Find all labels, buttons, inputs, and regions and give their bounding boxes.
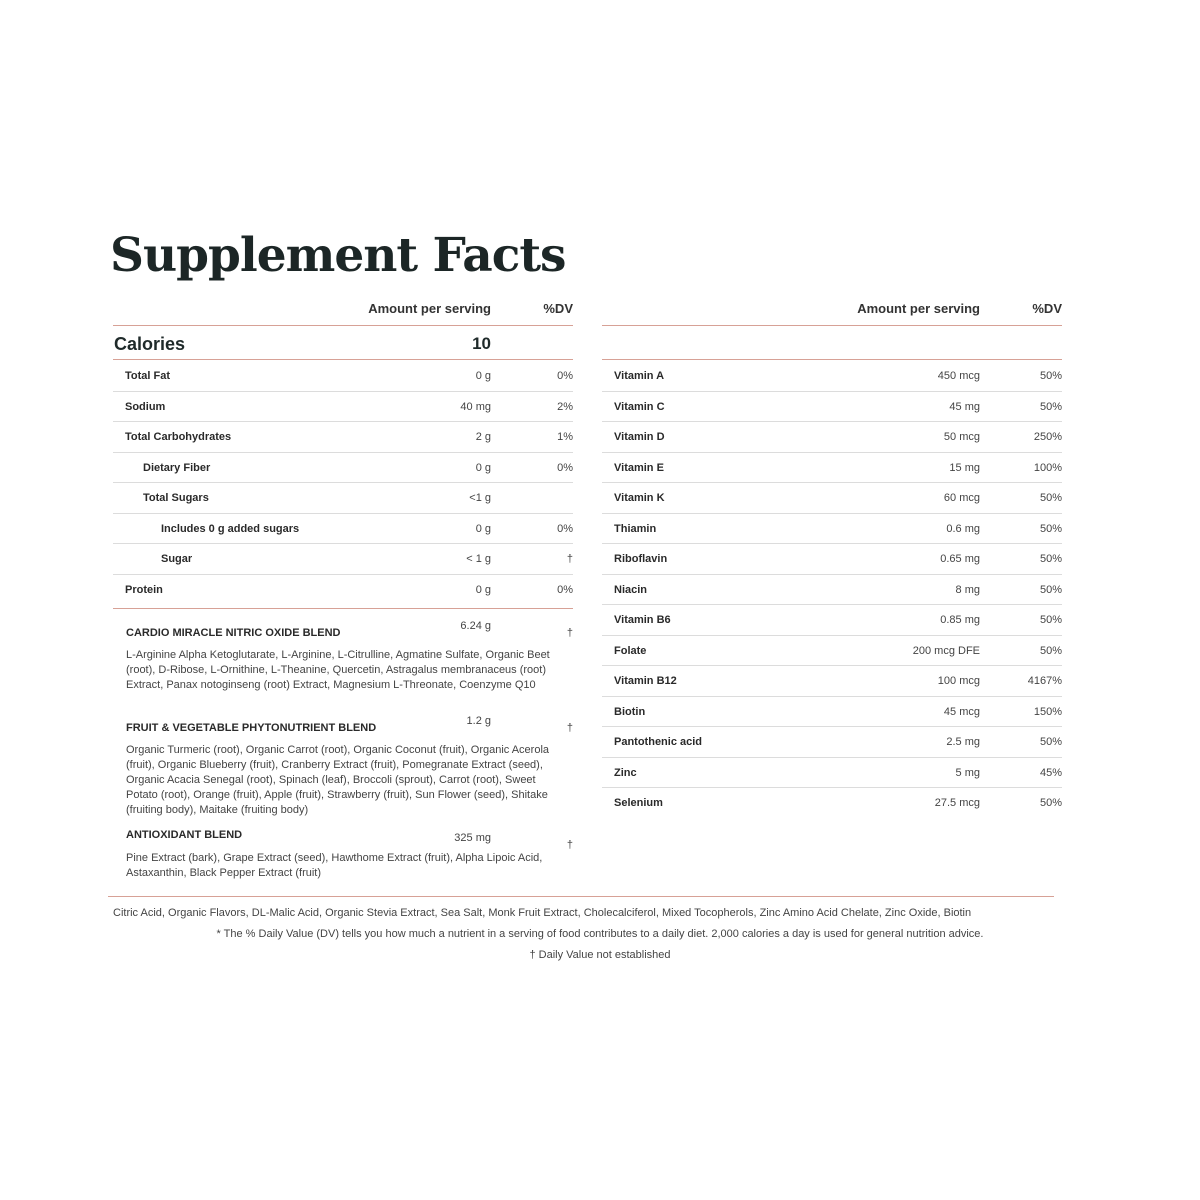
nutrient-dv: 100%	[1033, 461, 1062, 474]
nutrient-amount: 45 mcg	[943, 705, 980, 718]
table-row	[113, 453, 573, 484]
table-row	[602, 544, 1062, 575]
blend-amount: 325 mg	[454, 832, 491, 844]
table-row	[602, 514, 1062, 545]
calories-spacer-row	[602, 326, 1062, 360]
table-row	[602, 422, 1062, 453]
nutrient-label: Niacin	[614, 583, 648, 596]
nutrient-label: Vitamin B12	[614, 675, 677, 687]
nutrient-dv: 45%	[1039, 766, 1062, 779]
nutrient-label: Thiamin	[614, 522, 657, 535]
nutrient-label: Total Carbohydrates	[125, 431, 232, 443]
blend-ingredients: Organic Turmeric (root), Organic Carrot (root), Organic Coconut (fruit), Organic Acerola (fruit), Organic Blueberry (fruit), Cranberry Extract (fruit), Pomegranate Extract (seed), Organic Acacia Senegal (root), Spinach (leaf), Broccoli (sprout), Carrot (root), Sweet Potato (root), Orange (fruit), Apple (fruit), Strawberry (fruit), Sun Flower (seed), Shitake (fruiting body), Maitake (fruiting body)	[126, 744, 550, 816]
nutrient-dv: †	[566, 553, 573, 565]
nutrient-label: Protein	[125, 583, 163, 596]
nutrient-label: Includes 0 g added sugars	[161, 522, 300, 535]
nutrient-amount: < 1 g	[466, 553, 491, 565]
table-row	[602, 605, 1062, 636]
nutrient-label: Total Fat	[125, 370, 171, 382]
nutrient-dv: 0%	[557, 461, 573, 474]
nutrient-dv: 50%	[1039, 522, 1062, 535]
amount-header: Amount per serving	[857, 301, 980, 316]
blend-dv: †	[566, 839, 573, 851]
nutrient-amount: 0 g	[475, 522, 491, 535]
nutrient-label: Vitamin C	[614, 400, 665, 413]
nutrient-dv: 4167%	[1027, 675, 1062, 687]
nutrient-label: Sugar	[161, 553, 193, 565]
nutrient-label: Vitamin B6	[614, 614, 671, 626]
nutrient-label: Riboflavin	[614, 553, 668, 565]
blend-amount: 1.2 g	[466, 715, 491, 727]
nutrient-label: Selenium	[614, 797, 663, 809]
vitamin-table	[602, 296, 1062, 818]
nutrient-amount: 8 mg	[955, 583, 980, 596]
table-row	[113, 514, 573, 545]
vitamin-rows	[602, 361, 1062, 818]
nutrient-dv: 50%	[1039, 583, 1062, 596]
blend-divider	[113, 608, 573, 609]
table-row	[602, 483, 1062, 514]
amount-header: Amount per serving	[368, 301, 491, 316]
table-row	[602, 453, 1062, 484]
nutrient-dv: 150%	[1033, 705, 1062, 718]
nutrient-amount: 0.65 mg	[940, 553, 980, 565]
nutrient-dv: 0%	[557, 522, 573, 535]
dv-footnote: * The % Daily Value (DV) tells you how much a nutrient in a serving of food contributes to a daily diet. 2,000 calories a day is used for general nutrition advice.	[216, 928, 984, 940]
nutrient-amount: 50 mcg	[943, 431, 980, 443]
nutrient-amount: 0 g	[475, 461, 491, 474]
dv-header: %DV	[543, 301, 573, 316]
blend-name: FRUIT & VEGETABLE PHYTONUTRIENT BLEND	[126, 722, 377, 734]
nutrient-dv: 0%	[557, 583, 573, 596]
calories-label: Calories	[114, 334, 186, 354]
dv-header: %DV	[1032, 301, 1062, 316]
blend-name: ANTIOXIDANT BLEND	[126, 829, 243, 841]
nutrient-amount: 15 mg	[949, 461, 980, 474]
nutrient-amount: 2.5 mg	[946, 736, 980, 748]
nutrient-amount: 0 g	[475, 370, 491, 382]
blend-dv: †	[566, 722, 573, 734]
table-row	[602, 575, 1062, 606]
nutrient-label: Pantothenic acid	[614, 736, 703, 748]
nutrient-dv: 50%	[1039, 492, 1062, 504]
table-row	[602, 666, 1062, 697]
nutrient-rows	[113, 361, 573, 604]
calories-row	[113, 326, 573, 360]
table-row	[113, 544, 573, 575]
table-row	[602, 636, 1062, 667]
nutrient-dv: 50%	[1039, 370, 1062, 382]
nutrient-amount: 100 mcg	[937, 675, 980, 687]
table-header	[113, 296, 573, 326]
nutrient-amount: <1 g	[469, 492, 491, 504]
nutrient-dv: 1%	[557, 431, 573, 443]
nutrient-amount: 450 mcg	[937, 370, 980, 382]
nutrient-dv: 50%	[1039, 553, 1062, 565]
table-row	[602, 788, 1062, 818]
nutrient-amount: 60 mcg	[943, 492, 980, 504]
blend-dv: †	[566, 627, 573, 639]
nutrient-amount: 40 mg	[460, 400, 491, 413]
table-row	[113, 361, 573, 392]
nutrient-label: Total Sugars	[143, 492, 209, 504]
calories-value: 10	[472, 334, 491, 353]
nutrient-amount: 0.6 mg	[946, 522, 980, 535]
table-row	[113, 422, 573, 453]
nutrient-dv: 50%	[1039, 644, 1062, 657]
table-row	[602, 697, 1062, 728]
nutrient-dv: 50%	[1039, 400, 1062, 413]
nutrient-label: Vitamin D	[614, 431, 665, 443]
blend-ingredients: Pine Extract (bark), Grape Extract (seed), Hawthome Extract (fruit), Alpha Lipoic Acid, Astaxanthin, Black Pepper Extract (fruit)	[126, 852, 543, 879]
nutrient-amount: 27.5 mcg	[934, 797, 980, 809]
nutrient-dv: 250%	[1033, 431, 1062, 443]
table-row	[602, 392, 1062, 423]
nutrient-label: Vitamin K	[614, 492, 665, 504]
blend-ingredients: L-Arginine Alpha Ketoglutarate, L-Arginine, L-Citrulline, Agmatine Sulfate, Organic Beet (root), D-Ribose, L-Ornithine, L-Theanine, Quercetin, Astragalus membranaceus (root) Extract, Panax notoginseng (root) Extract, Magnesium L-Threonate, Coenzyme Q10	[126, 649, 550, 691]
nutrient-label: Vitamin E	[614, 461, 664, 474]
nutrient-dv: 0%	[557, 370, 573, 382]
nutrient-amount: 0 g	[475, 583, 491, 596]
table-row	[602, 758, 1062, 789]
nutrient-dv: 2%	[557, 400, 573, 413]
nutrient-label: Folate	[614, 644, 647, 657]
nutrient-dv: 50%	[1039, 736, 1062, 748]
page-title: Supplement Facts	[110, 228, 566, 283]
nutrient-amount: 200 mcg DFE	[912, 644, 980, 657]
table-row	[602, 361, 1062, 392]
table-header	[602, 296, 1062, 326]
nutrient-label: Sodium	[125, 400, 166, 413]
nutrient-label: Vitamin A	[614, 370, 665, 382]
nutrient-amount: 0.85 mg	[940, 614, 980, 626]
nutrient-label: Biotin	[614, 705, 646, 718]
other-ingredients: Citric Acid, Organic Flavors, DL-Malic Acid, Organic Stevia Extract, Sea Salt, Monk Fruit Extract, Cholecalciferol, Mixed Tocopherols, Zinc Amino Acid Chelate, Zinc Oxide, Biotin	[113, 907, 972, 919]
nutrition-table	[113, 296, 573, 604]
nutrient-dv: 50%	[1039, 614, 1062, 626]
nutrient-amount: 45 mg	[949, 400, 980, 413]
nutrient-amount: 5 mg	[955, 766, 980, 779]
nutrient-label: Zinc	[614, 766, 637, 779]
nutrient-amount: 2 g	[475, 431, 491, 443]
table-row	[602, 727, 1062, 758]
blend-amount: 6.24 g	[460, 620, 491, 632]
dagger-footnote: † Daily Value not established	[529, 949, 671, 961]
table-row	[113, 575, 573, 605]
nutrient-label: Dietary Fiber	[143, 461, 211, 474]
blend-name: CARDIO MIRACLE NITRIC OXIDE BLEND	[126, 627, 341, 639]
bottom-divider	[108, 896, 1054, 897]
table-row	[113, 483, 573, 514]
nutrient-dv: 50%	[1039, 797, 1062, 809]
table-row	[113, 392, 573, 423]
